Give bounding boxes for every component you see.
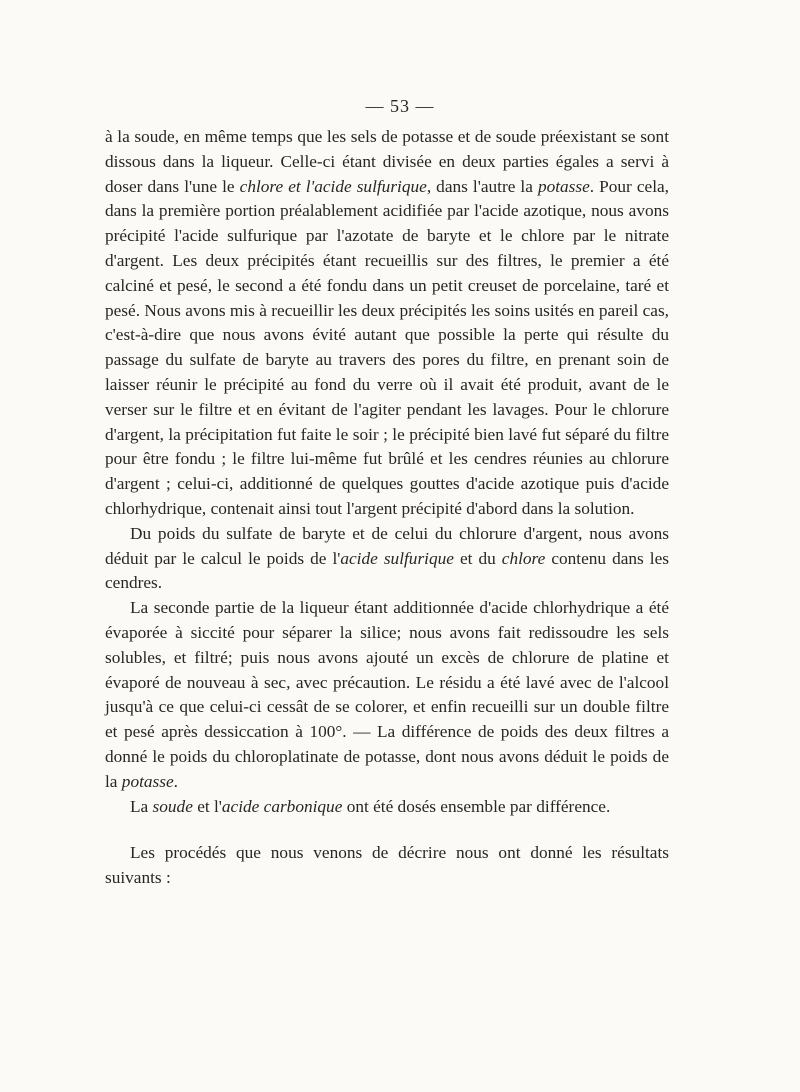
italic-term: acide carbonique [221,796,343,816]
text-run: . Pour cela, dans la première portion préalablement acidifiée par l'acide azotique, nous avons précipité l'acide sulfurique par l'azotate de baryte et le chlore par le nitrate d'argent. Les deux précipités étant recueillis sur des filtres, le premier a été calciné et pesé, le second a été fondu dans un petit creuset de porcelaine, taré et pesé. Nous avons mis à recueillir les deux précipités les soins usités en pareil cas, c'est-à-dire que nous avons évité autant que possible la perte qui résulte du passage du sulfate de baryte au travers des pores du filtre, en prenant soin de laisser réunir le précipité au fond du verre où il avait été produit, avant de le verser sur le filtre et en évitant de l'agiter pendant les lavages. Pour le chlorure d'argent, la précipitation fut faite le soir ; le précipité bien lavé fut séparé du filtre pour être fondu ; le filtre lui-même fut brûlé et les cendres réunies au chlorure d'argent ; celui-ci, additionné de quelques gouttes d'acide azotique puis d'acide chlorhydrique, contenait ainsi tout l'argent précipité d'abord dans la solution. [105,176,670,518]
text-run: . [173,771,178,791]
body-text [105,125,669,891]
text-run: à la soude, en même temps que les sels de potasse et de soude préexistant se sont dissous dans la liqueur. Celle-ci étant divisée en deux parties égales a servi à doser dans l'une le [105,127,669,196]
text-run: et du [453,548,502,568]
paragraph [105,795,669,820]
paragraph [105,125,669,522]
text-run: La seconde partie de la liqueur étant additionnée d'acide chlorhydrique a été évaporée à siccité pour séparer la silice; nous avons fait redissoudre les sels solubles, et filtré; puis nous avons ajouté un excès de chlorure de platine et évaporé de nouveau à sec, avec précaution. Le résidu a été lavé avec de l'alcool jusqu'à ce que celui-ci cessât de se colorer, et enfin recueilli sur un double filtre et pesé après dessiccation à 100°. — La différence de poids des deux filtres a donné le poids du chloroplatinate de potasse, dont nous avons déduit le poids de la [105,598,669,791]
text-run: Du poids du sulfate de baryte et de celui du chlorure d'argent, nous avons déduit par le calcul le poids de l' [105,523,669,568]
italic-term: potasse [121,771,174,791]
text-run: contenu dans les cendres. [105,548,669,593]
text-run: ont été dosés ensemble par différence. [342,796,611,816]
text-run: Les procédés que nous venons de décrire nous ont donné les résultats suivants : [105,843,669,888]
text-run: et l' [192,796,222,816]
italic-term: chlore [501,548,546,568]
text-run: La [130,796,153,816]
italic-term: acide sulfurique [340,548,454,568]
italic-term: chlore et l'acide sulfurique [239,176,427,196]
page-number: — 53 — [365,96,435,116]
italic-term: soude [152,796,193,816]
paragraph [105,596,669,794]
text-run: , dans l'autre la [426,176,538,196]
paragraph [105,522,669,596]
italic-term: potasse [537,176,590,196]
paragraph [105,841,669,891]
